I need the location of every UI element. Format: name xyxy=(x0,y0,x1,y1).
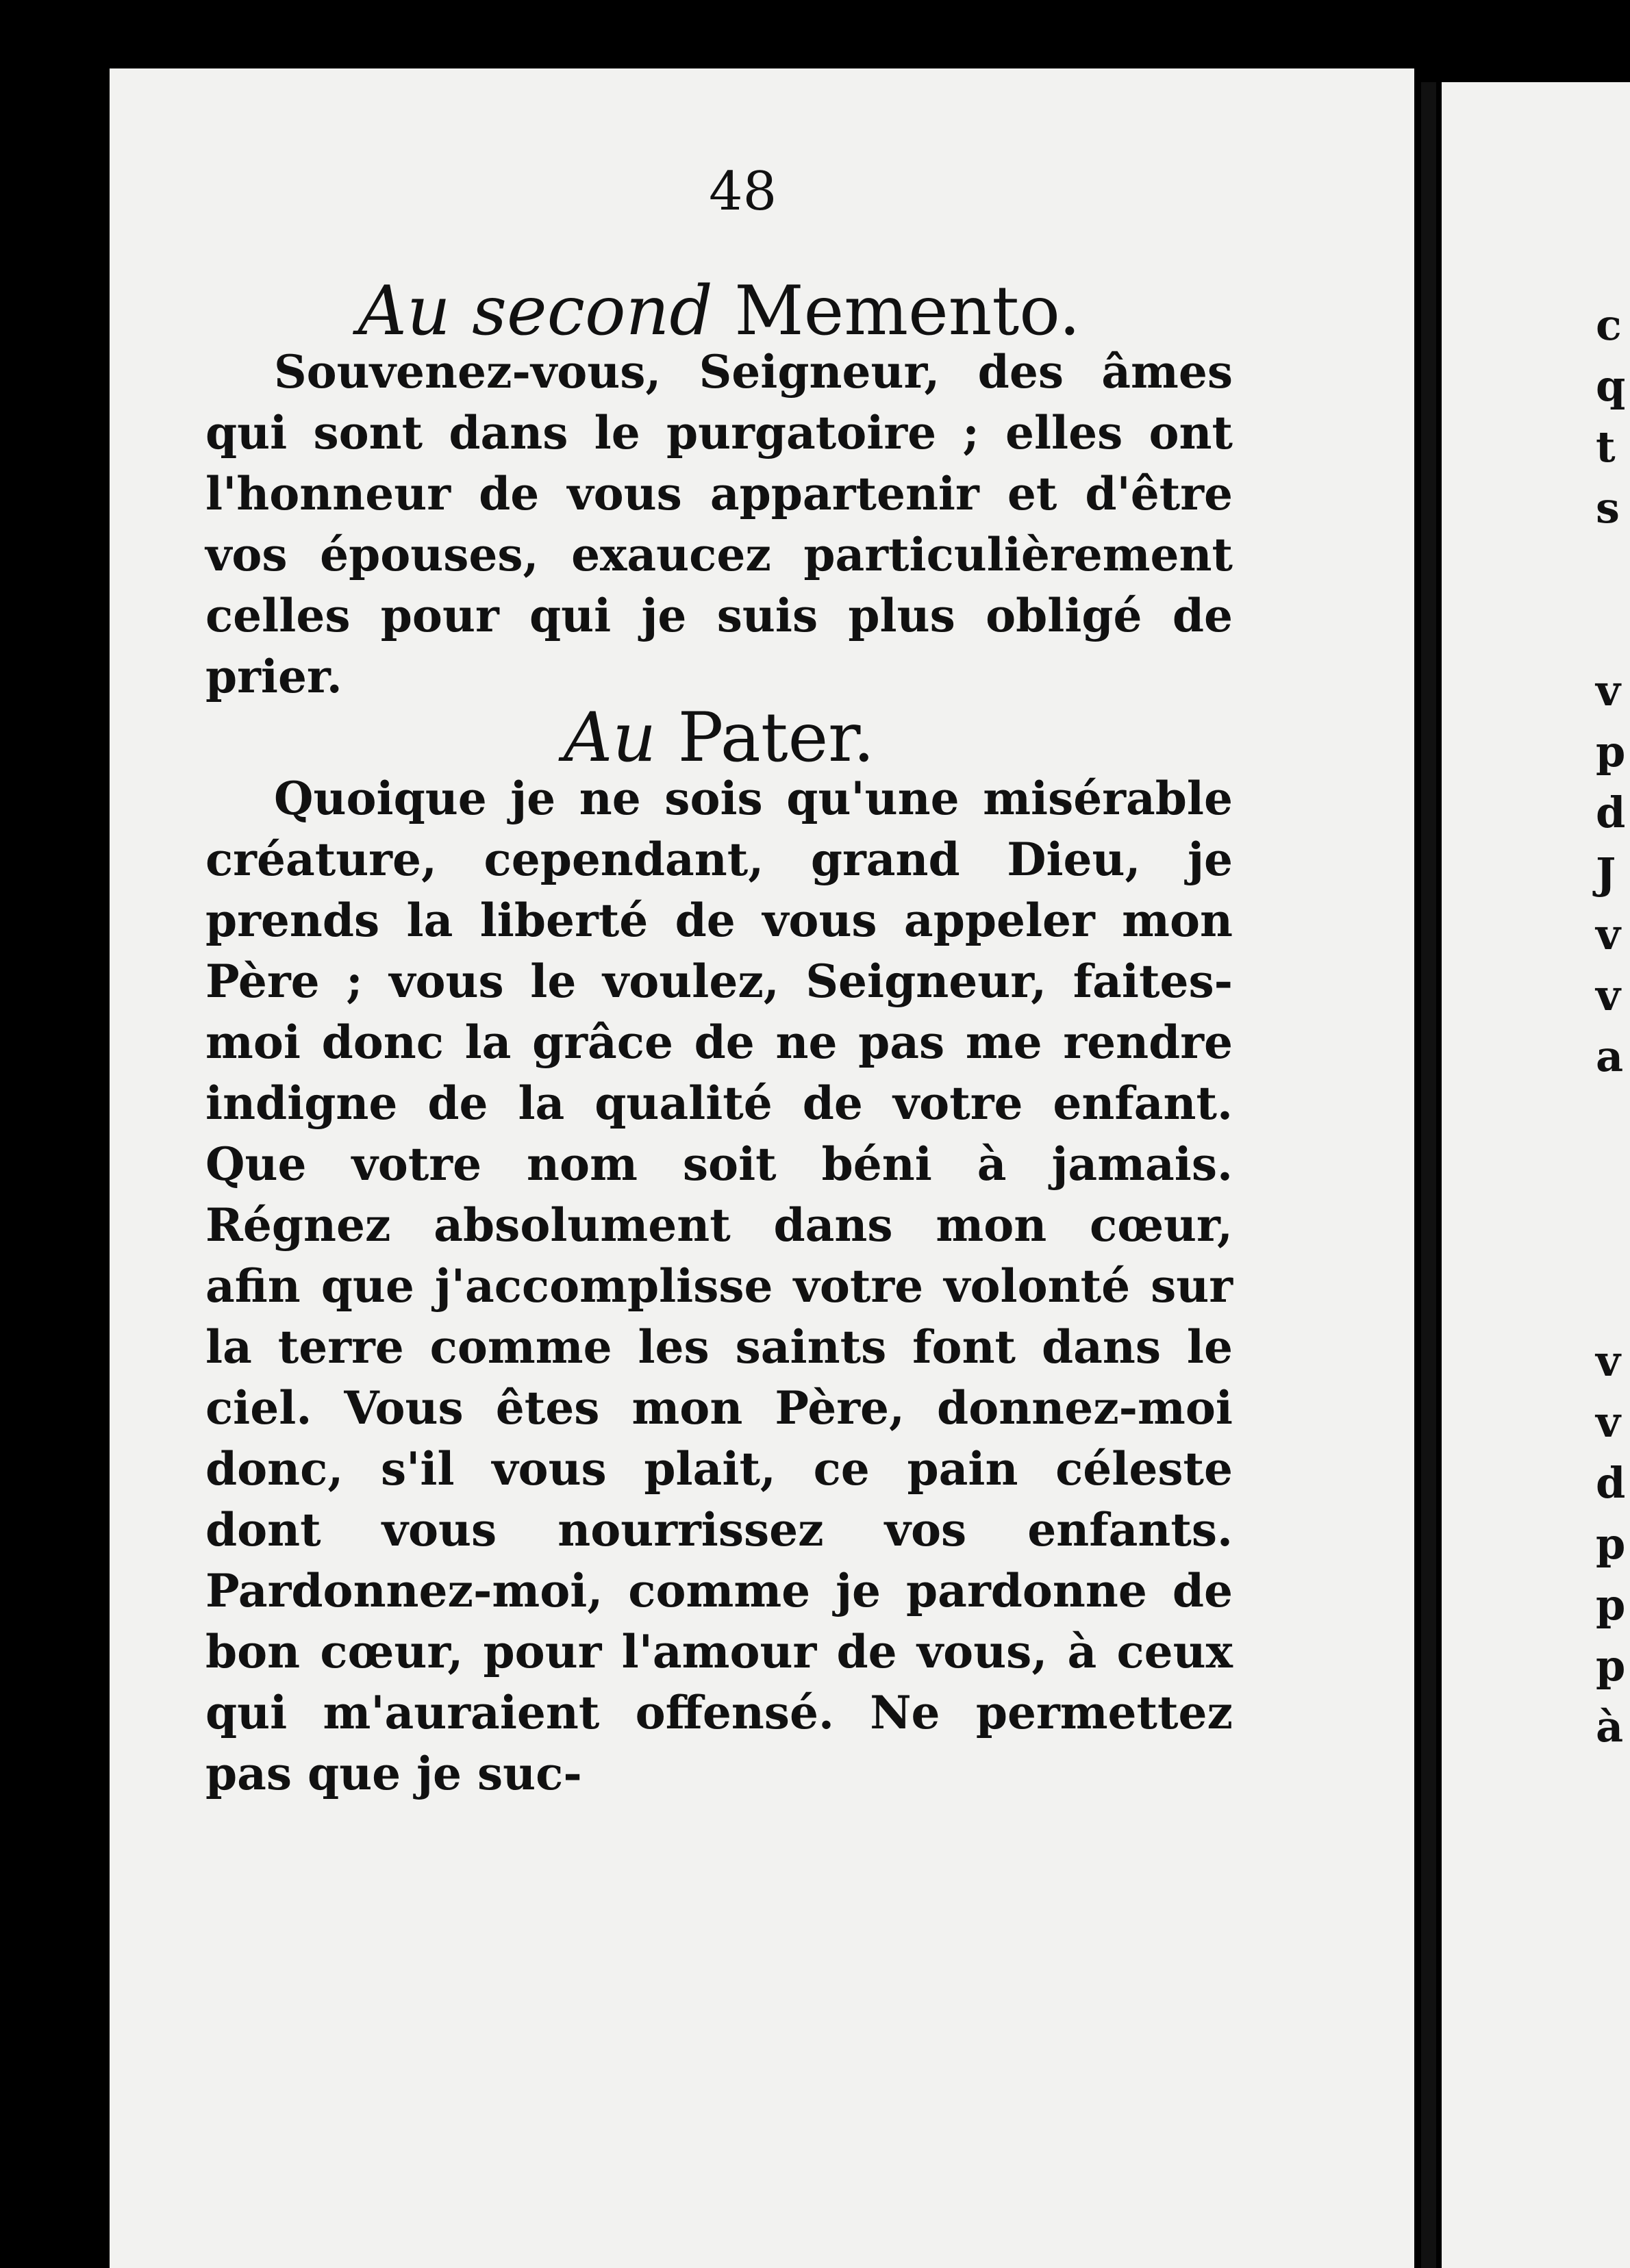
heading-rest: Memento. xyxy=(734,272,1081,351)
facing-page-letter xyxy=(1596,599,1625,660)
facing-page-letter: t xyxy=(1596,422,1616,472)
facing-page-letter: q xyxy=(1596,361,1626,411)
facing-page-letter: a xyxy=(1596,1031,1624,1081)
heading-italic: Au second xyxy=(358,272,713,351)
facing-page-letter: c xyxy=(1596,300,1622,350)
facing-page-letter xyxy=(1596,1270,1625,1331)
facing-page-letter: v xyxy=(1596,1397,1621,1447)
facing-page-letter: p xyxy=(1596,1519,1626,1569)
facing-page-letter: p xyxy=(1596,1641,1626,1691)
facing-page-letter: v xyxy=(1596,1336,1621,1386)
facing-page-letter: p xyxy=(1596,1580,1626,1630)
facing-page-letter: v xyxy=(1596,909,1621,959)
facing-page-letter xyxy=(1596,538,1625,599)
section-heading-memento xyxy=(205,272,1233,351)
facing-page-letter xyxy=(1596,1087,1625,1148)
page-gutter xyxy=(1421,82,1436,2268)
facing-page-letter: s xyxy=(1596,483,1620,533)
facing-page-letter xyxy=(1596,1148,1625,1209)
facing-page-fragment xyxy=(1596,294,1625,1757)
facing-page-letter: v xyxy=(1596,666,1621,716)
facing-page-letter: p xyxy=(1596,727,1626,777)
page-number: 48 xyxy=(709,161,777,223)
main-text xyxy=(205,272,1233,1804)
section-heading-pater xyxy=(205,698,1233,777)
facing-page-letter xyxy=(1596,1209,1625,1270)
heading-italic: Au xyxy=(563,698,657,777)
facing-page-letter: à xyxy=(1596,1702,1624,1752)
facing-page-letter: J xyxy=(1596,848,1616,898)
paragraph-pater: Quoique je ne sois qu'une misérable créature, cependant, grand Dieu, je prends la liberté de vous appeler mon Père ; vous le voulez, Seigneur, faites-moi donc la grâce de ne pas me rendre indigne de la qualité de votre enfant. Que votre nom soit béni à jamais. Régnez absolument dans mon cœur, afin que j'accomplisse votre volonté sur la terre comme les saints font dans le ciel. Vous êtes mon Père, donnez-moi donc, s'il vous plait, ce pain céleste dont vous nourrissez vos enfants. Pardonnez-moi, comme je pardonne de bon cœur, pour l'amour de vous, à ceux qui m'auraient offensé. Ne permettez pas que je suc- xyxy=(205,772,1233,1800)
facing-page-letter: v xyxy=(1596,970,1621,1020)
facing-page-letter: d xyxy=(1596,1458,1626,1508)
heading-rest: Pater. xyxy=(677,698,875,777)
paragraph-memento: Souvenez-vous, Seigneur, des âmes qui sont dans le purgatoire ; elles ont l'honneur de vous appartenir et d'être vos épouses, exaucez particulièrement celles pour qui je suis plus obligé de prier. xyxy=(205,345,1233,703)
facing-page-letter: d xyxy=(1596,788,1626,837)
